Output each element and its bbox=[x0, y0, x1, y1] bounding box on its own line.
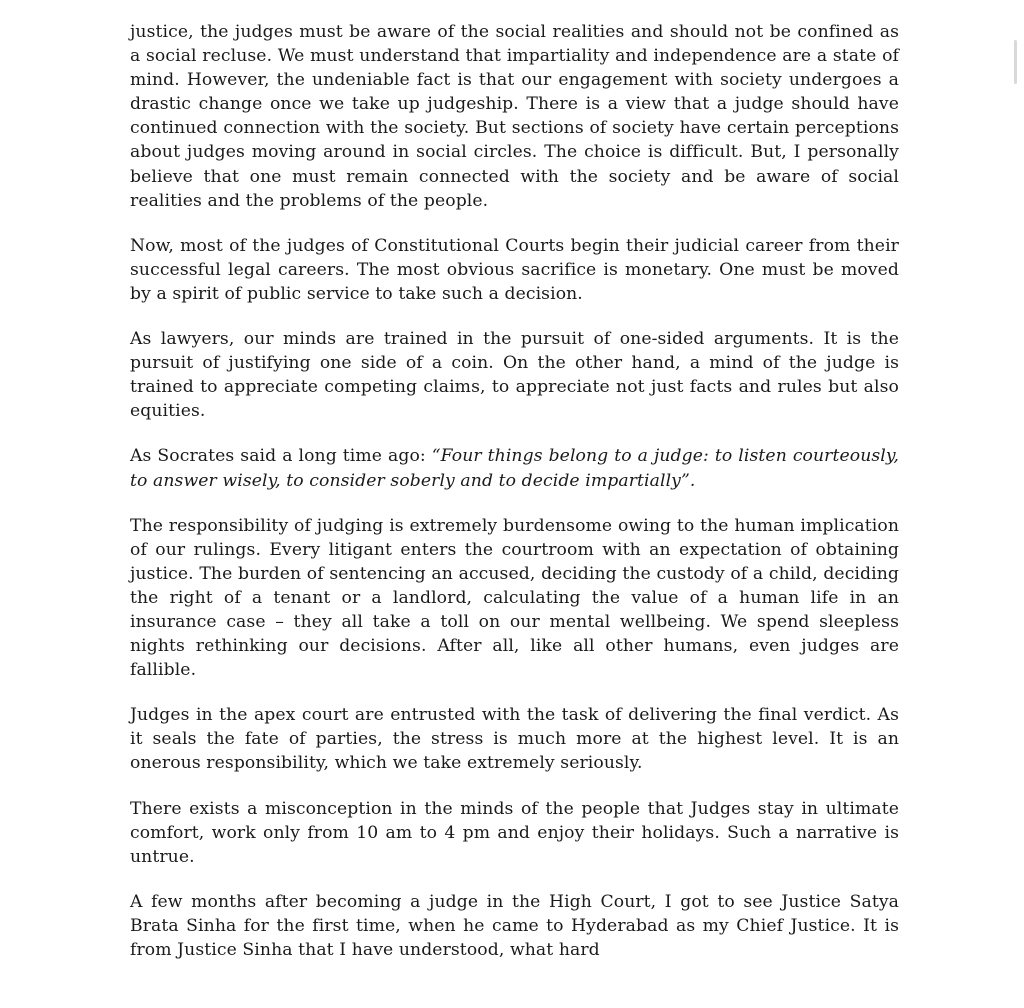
paragraph-responsibility-judging: The responsibility of judging is extremely burdensome owing to the human implication of our rulings. Every litigant enters the courtroom with an expectation of obtaining justice. The burden of sentencing an accused, deciding the custody of a child, deciding the right of a tenant or a landlord, calculating the value of a human life in an insurance case – they all take a toll on our mental wellbeing. We spend sleepless nights rethinking our decisions. After all, like all other humans, even judges are fallible. bbox=[130, 515, 899, 681]
paragraph-apex-court: Judges in the apex court are entrusted with the task of delivering the final verdict. As it seals the fate of parties, the stress is much more at the highest level. It is an onerous responsibility, which we take extremely seriously. bbox=[130, 705, 899, 774]
scrollbar-thumb[interactable] bbox=[1014, 40, 1017, 84]
quote-lead: As Socrates said a long time ago: bbox=[130, 446, 432, 467]
paragraph-justice-sinha: A few months after becoming a judge in the High Court, I got to see Justice Satya Brata Sinha for the first time, when he came to Hyderabad as my Chief Justice. It is from Justice Sinha that I have understood, what hard bbox=[130, 891, 899, 960]
paragraph-lawyers-minds: As lawyers, our minds are trained in the pursuit of one-sided arguments. It is the pursuit of justifying one side of a coin. On the other hand, a mind of the judge is trained to appreciate competing claims, to appreciate not just facts and rules but also equities. bbox=[130, 329, 899, 422]
paragraph-socrates-quote bbox=[130, 444, 899, 492]
paragraph-constitutional-courts: Now, most of the judges of Constitutional Courts begin their judicial career from their successful legal careers. The most obvious sacrifice is monetary. One must be moved by a spirit of public service to take such a decision. bbox=[130, 235, 899, 304]
paragraph-justice-social-realities: justice, the judges must be aware of the social realities and should not be confined as a social recluse. We must understand that impartiality and independence are a state of mind. However, the undeniable fact is that our engagement with society undergoes a drastic change once we take up judgeship. There is a view that a judge should have continued connection with the society. But sections of society have certain perceptions about judges moving around in social circles. The choice is difficult. But, I personally believe that one must remain connected with the society and be aware of social realities and the problems of the people. bbox=[130, 22, 899, 211]
document-body bbox=[130, 20, 899, 983]
paragraph-misconception: There exists a misconception in the minds of the people that Judges stay in ultimate comfort, work only from 10 am to 4 pm and enjoy their holidays. Such a narrative is untrue. bbox=[130, 798, 899, 867]
socrates-quote: “Four things belong to a judge: to listen courteously, to answer wisely, to consider soberly and to decide impartially”. bbox=[130, 446, 899, 491]
